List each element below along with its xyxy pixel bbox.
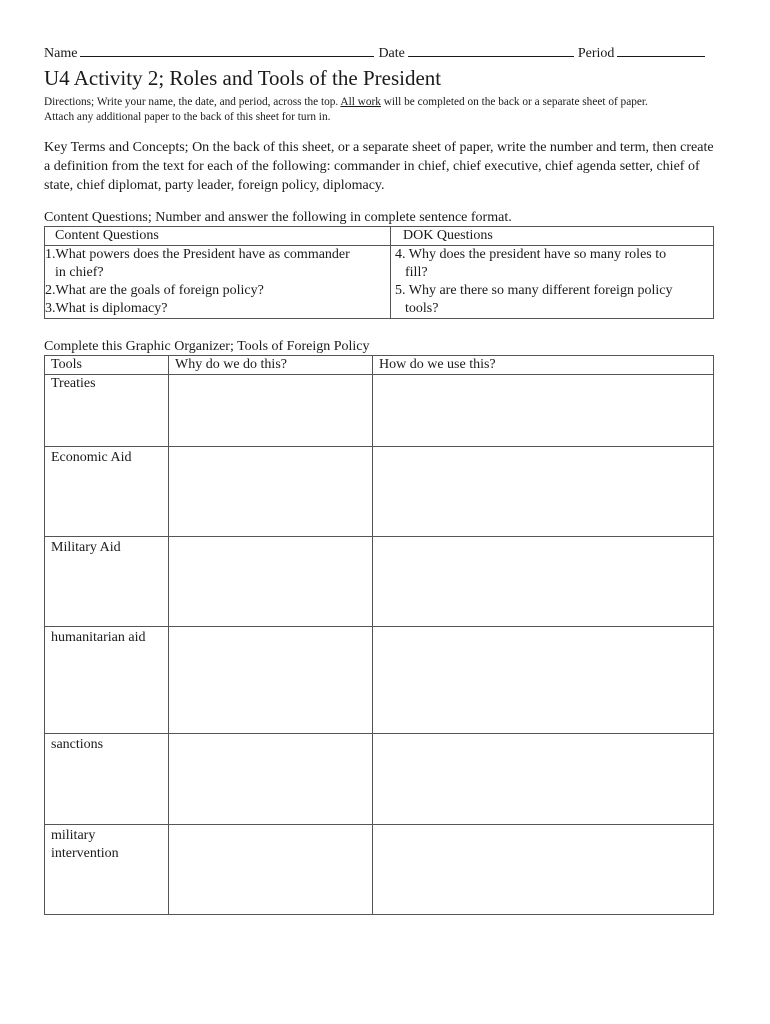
questions-body-row (45, 246, 714, 319)
question-1-text: 1.What powers does the President have as commander (45, 247, 350, 262)
graphic-organizer-table (44, 355, 714, 915)
organizer-intro: Complete this Graphic Organizer; Tools of Foreign Policy (44, 339, 370, 354)
question-3 (45, 300, 386, 318)
name-blank (80, 44, 374, 57)
content-questions-header: Content Questions (45, 227, 391, 246)
question-5-cont: tools? (405, 301, 439, 316)
question-4-cont: fill? (405, 265, 428, 280)
key-terms-paragraph: Key Terms and Concepts; On the back of this sheet, or a separate sheet of paper, write the number and term, then create a definition from the text for each of the following: commander in chief, chief executive, chief agenda setter, chief of state, chief diplomat, party leader, foreign policy, diplomacy. (44, 140, 714, 193)
how-answer-cell[interactable] (373, 734, 714, 825)
tool-cell: Treaties (45, 375, 169, 447)
why-answer-cell[interactable] (169, 375, 373, 447)
tools-header: Tools (45, 356, 169, 375)
directions-line2: Attach any additional paper to the back of this sheet for turn in. (44, 111, 331, 123)
page-title: U4 Activity 2; Roles and Tools of the President (44, 66, 442, 90)
question-1-cont: in chief? (55, 265, 104, 280)
content-questions-intro: Content Questions; Number and answer the following in complete sentence format. (44, 210, 512, 225)
questions-table (44, 226, 714, 319)
directions-underlined: All work (340, 96, 381, 108)
how-answer-cell[interactable] (373, 825, 714, 915)
dok-questions-header: DOK Questions (391, 227, 714, 246)
tool-cell: Economic Aid (45, 447, 169, 537)
how-answer-cell[interactable] (373, 627, 714, 734)
organizer-row-treaties (45, 375, 714, 447)
organizer-header-row (45, 356, 714, 375)
question-3-text: 3.What is diplomacy? (45, 301, 168, 316)
how-answer-cell[interactable] (373, 375, 714, 447)
why-header: Why do we do this? (169, 356, 373, 375)
question-5-text: 5. Why are there so many different foreign policy (395, 283, 673, 298)
question-4 (391, 246, 709, 282)
period-blank (617, 44, 705, 57)
why-answer-cell[interactable] (169, 627, 373, 734)
why-answer-cell[interactable] (169, 825, 373, 915)
tool-cell: humanitarian aid (45, 627, 169, 734)
how-answer-cell[interactable] (373, 447, 714, 537)
question-2-text: 2.What are the goals of foreign policy? (45, 283, 264, 298)
name-label: Name (44, 46, 78, 61)
organizer-row-military-aid (45, 537, 714, 627)
why-answer-cell[interactable] (169, 447, 373, 537)
questions-header-row (45, 227, 714, 246)
tool-cell: Military Aid (45, 537, 169, 627)
directions (44, 95, 715, 125)
organizer-row-sanctions (45, 734, 714, 825)
content-questions-cell (45, 246, 391, 319)
directions-prefix: Directions; Write your name, the date, and period, across the top. (44, 96, 341, 108)
organizer-row-economic-aid (45, 447, 714, 537)
header-line (44, 44, 715, 63)
tool-cell: sanctions (45, 734, 169, 825)
organizer-row-military-intervention (45, 825, 714, 915)
organizer-row-humanitarian-aid (45, 627, 714, 734)
question-1 (45, 246, 386, 282)
date-label: Date (378, 46, 405, 61)
question-4-text: 4. Why does the president have so many roles to (395, 247, 667, 262)
tool-cell: military intervention (45, 825, 169, 915)
question-5 (391, 282, 709, 318)
question-2 (45, 282, 386, 300)
worksheet-page (44, 44, 715, 915)
why-answer-cell[interactable] (169, 537, 373, 627)
date-blank (408, 44, 574, 57)
why-answer-cell[interactable] (169, 734, 373, 825)
period-label: Period (577, 46, 615, 61)
how-header: How do we use this? (373, 356, 714, 375)
dok-questions-cell (391, 246, 714, 319)
how-answer-cell[interactable] (373, 537, 714, 627)
directions-suffix: will be completed on the back or a separate sheet of paper. (380, 96, 648, 108)
